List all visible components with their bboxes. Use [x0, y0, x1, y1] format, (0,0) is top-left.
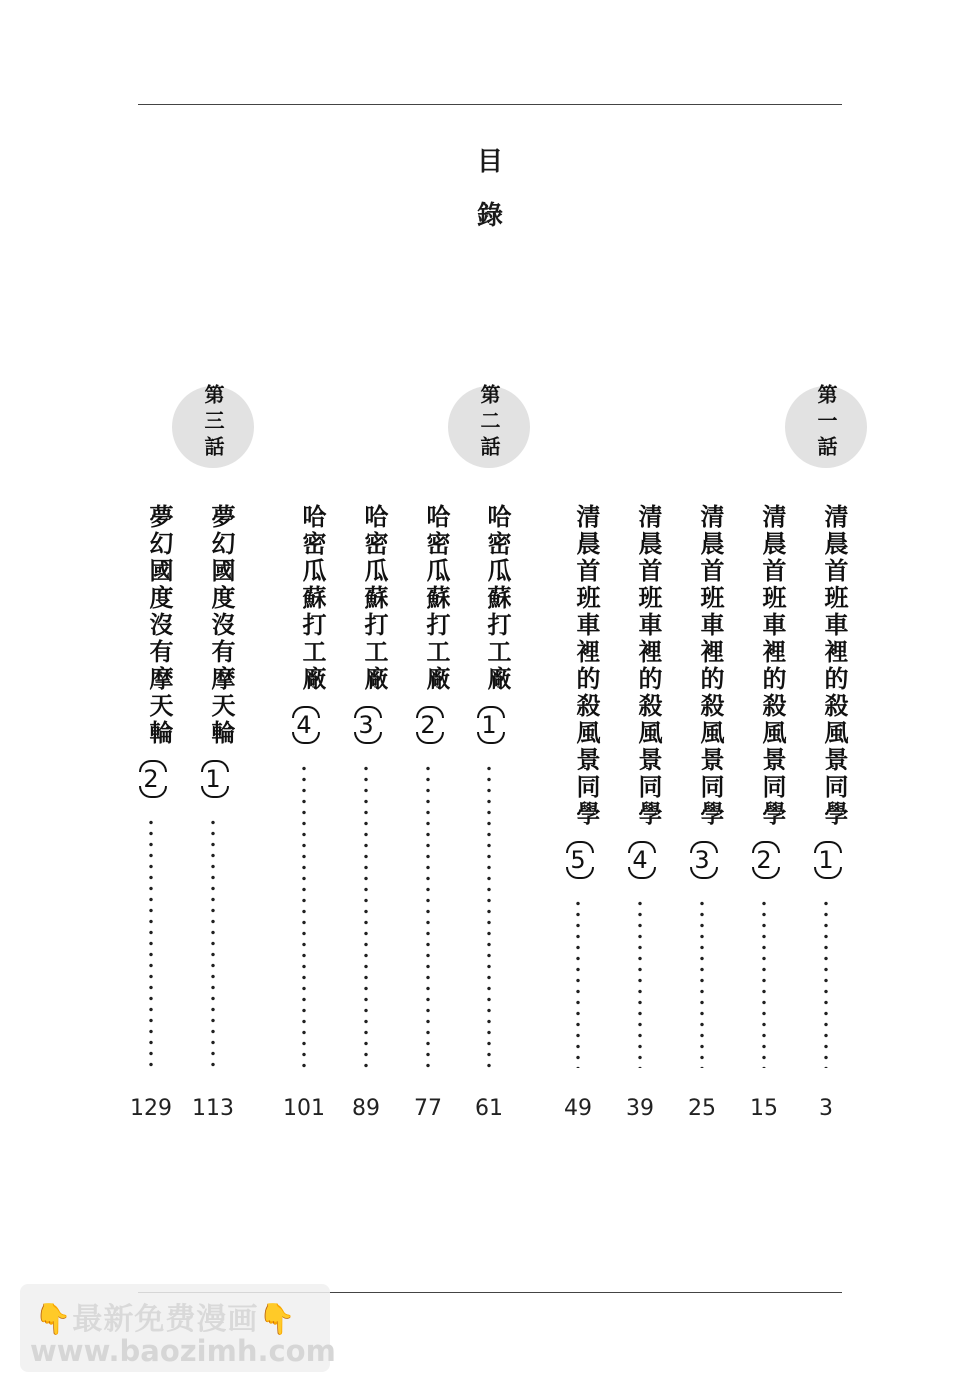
part-number-text: 2	[756, 846, 772, 874]
entry-part-number	[346, 701, 386, 749]
part-number-text: 3	[358, 711, 374, 739]
entry-title: 夢幻國度沒有摩天輪	[145, 504, 173, 747]
chapter-badge-3	[172, 386, 254, 468]
leader-dots	[486, 763, 492, 1068]
part-number-text: 1	[205, 765, 221, 793]
part-number-text: 1	[818, 846, 834, 874]
entry-title: 清晨首班車裡的殺風景同學	[634, 504, 662, 828]
toc-heading-char-2: 錄	[476, 201, 503, 231]
watermark-url: www.baozimh.com	[30, 1334, 336, 1368]
entry-part-number	[193, 755, 233, 803]
entry-title: 清晨首班車裡的殺風景同學	[696, 504, 724, 828]
leader-dots	[363, 763, 369, 1068]
part-number-text: 2	[143, 765, 159, 793]
chapter-badge-2	[448, 386, 530, 468]
chapter-label: 第二話	[477, 384, 501, 462]
part-number-text: 2	[420, 711, 436, 739]
toc-heading-char-1: 目	[476, 147, 503, 177]
entry-page-number: 61	[475, 1096, 503, 1121]
entry-part-number	[682, 836, 722, 884]
watermark	[20, 1284, 336, 1372]
part-number-text: 3	[694, 846, 710, 874]
part-number-text: 4	[632, 846, 648, 874]
entry-part-number	[408, 701, 448, 749]
entry-page-number: 39	[626, 1096, 654, 1121]
entry-title: 清晨首班車裡的殺風景同學	[572, 504, 600, 828]
leader-dots	[210, 817, 216, 1068]
entry-title: 夢幻國度沒有摩天輪	[207, 504, 235, 747]
leader-dots	[301, 763, 307, 1068]
leader-dots	[761, 898, 767, 1068]
entry-page-number: 25	[688, 1096, 716, 1121]
part-number-text: 4	[296, 711, 312, 739]
entry-page-number: 15	[750, 1096, 778, 1121]
entry-page-number: 129	[130, 1096, 172, 1121]
entry-part-number	[558, 836, 598, 884]
entry-title: 哈密瓜蘇打工廠	[360, 504, 388, 693]
entry-title: 哈密瓜蘇打工廠	[483, 504, 511, 693]
top-rule	[138, 104, 842, 105]
part-number-text: 5	[570, 846, 586, 874]
entry-title: 哈密瓜蘇打工廠	[422, 504, 450, 693]
chapter-badge-1	[785, 386, 867, 468]
entry-page-number: 89	[352, 1096, 380, 1121]
entry-part-number	[620, 836, 660, 884]
leader-dots	[823, 898, 829, 1068]
part-number-text: 1	[481, 711, 497, 739]
entry-part-number	[284, 701, 324, 749]
leader-dots	[575, 898, 581, 1068]
leader-dots	[699, 898, 705, 1068]
entry-part-number	[469, 701, 509, 749]
entry-page-number: 49	[564, 1096, 592, 1121]
leader-dots	[637, 898, 643, 1068]
entry-part-number	[131, 755, 171, 803]
chapter-label: 第一話	[814, 384, 838, 462]
entry-part-number	[806, 836, 846, 884]
chapter-label: 第三話	[201, 384, 225, 462]
watermark-slogan: 👇最新免费漫画👇	[34, 1302, 297, 1337]
entry-page-number: 77	[414, 1096, 442, 1121]
entry-part-number	[744, 836, 784, 884]
entry-page-number: 113	[192, 1096, 234, 1121]
leader-dots	[148, 817, 154, 1068]
entry-title: 清晨首班車裡的殺風景同學	[758, 504, 786, 828]
entry-title: 哈密瓜蘇打工廠	[298, 504, 326, 693]
leader-dots	[425, 763, 431, 1068]
entry-title: 清晨首班車裡的殺風景同學	[820, 504, 848, 828]
entry-page-number: 101	[283, 1096, 325, 1121]
entry-page-number: 3	[819, 1096, 833, 1121]
